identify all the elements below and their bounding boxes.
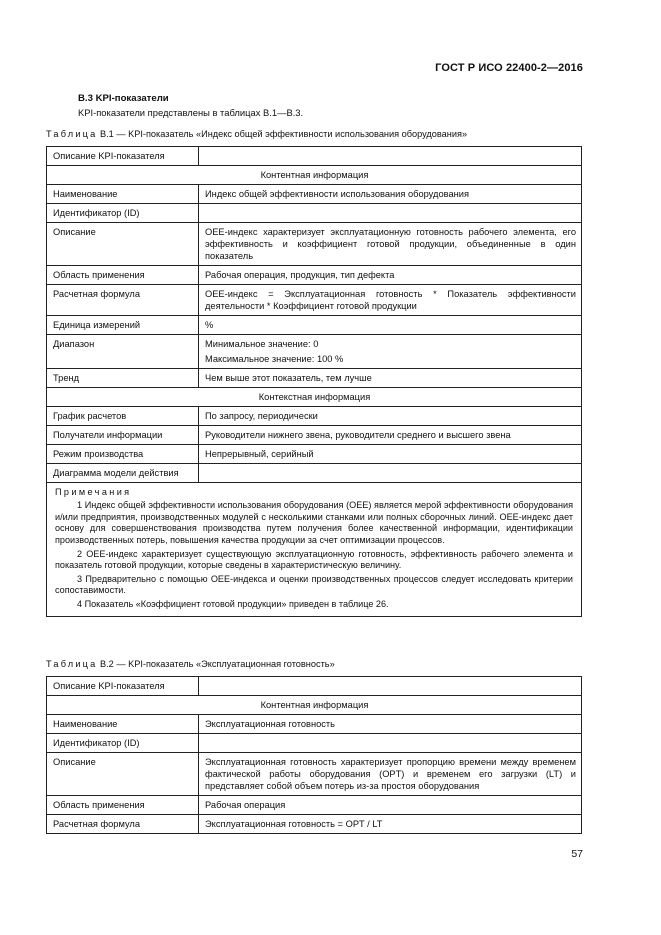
notes-title: Примечания [55,487,132,497]
row-value [199,715,582,734]
row-value [199,204,582,223]
section-row [47,696,582,715]
row-value [199,426,582,445]
table1-caption-prefix: Таблица [46,129,98,139]
section-header: Контентная информация [47,696,582,715]
row-value-text: Индекс общей эффективности использования оборудования [205,189,469,199]
note-item: 1 Индекс общей эффективности использования оборудования (OEE) является мерой эффективности оборудования и/или предприятия, производственных модулей с несколькими станками или полных сборочных линий. OEE-индекс дает основу для совершенствования производства путем получения более качественной информации, идентификации производственных потерь, повышения качества продукции за счет оптимизации процессов. [55,500,573,545]
row-label: Идентификатор (ID) [47,734,199,753]
table-row [47,677,582,696]
row-value-text [205,680,576,692]
row-value-text: OEE-индекс = Эксплуатационная готовность * Показатель эффективности деятельности * Коэффициент готовой продукции [205,289,576,311]
table-row [47,407,582,426]
row-value-text: Минимальное значение: 0 [205,339,319,349]
table-row [47,147,582,166]
row-value-text: Эксплуатационная готовность характеризует пропорцию времени между временем фактической работы оборудования (OPT) и временем его загрузки (LT) и представляет собой объем потерь из-за простоя оборудования [205,757,576,791]
row-value [199,335,582,369]
table-row [47,464,582,483]
notes-row [47,483,582,617]
section-intro: KPI-показатели представлены в таблицах В.1—В.3. [78,107,304,118]
row-label: Описание KPI-показателя [47,147,199,166]
row-value-text [205,467,576,479]
row-label: Диапазон [47,335,199,369]
kpi-table-oee [46,146,582,617]
row-value [199,369,582,388]
row-label: Наименование [47,185,199,204]
table-row [47,426,582,445]
table-row [47,316,582,335]
table-row [47,796,582,815]
note-item: 2 OEE-индекс характеризует существующую эксплуатационную готовность, эффективность рабочего элемента и показатель готовой продукции, которые сведены в характеристическую величину. [55,548,573,571]
table-row [47,204,582,223]
note-item: 3 Предварительно с помощью OEE-индекса и оценки производственных процессов следует исследовать критерии сопоставимости. [55,574,573,596]
table-row [47,335,582,369]
row-value-text: Руководители нижнего звена, руководители среднего и высшего звена [205,430,511,440]
row-label: Область применения [47,796,199,815]
table2-caption [46,659,335,669]
row-label: Режим производства [47,445,199,464]
row-value-text [205,207,576,219]
row-value-text: Рабочая операция, продукция, тип дефекта [205,270,395,280]
row-value-text: По запросу, периодически [205,411,318,421]
table-row [47,734,582,753]
row-value-text [205,150,576,162]
row-value [199,734,582,753]
row-label: Единица измерений [47,316,199,335]
row-value [199,464,582,483]
row-value-text: Непрерывный, серийный [205,449,314,459]
row-value [199,266,582,285]
row-label: Идентификатор (ID) [47,204,199,223]
note-item: 4 Показатель «Коэффициент готовой продукции» приведен в таблице 26. [77,599,389,610]
row-value [199,815,582,834]
row-value-text: Чем выше этот показатель, тем лучше [205,373,372,383]
row-value-text: Эксплуатационная готовность [205,719,336,729]
notes-cell [47,483,582,617]
table-row [47,815,582,834]
section-title: В.3 KPI-показатели [78,93,169,104]
section-row [47,166,582,185]
row-value [199,185,582,204]
row-label: Расчетная формула [47,815,199,834]
row-label: Описание KPI-показателя [47,677,199,696]
table-row [47,715,582,734]
table-row [47,753,582,796]
row-label: Диаграмма модели действия [47,464,199,483]
row-value [199,445,582,464]
row-value-text: OEE-индекс характеризует эксплуатационную готовность рабочего элемента, его эффективность и коэффициент готовой продукции, объединенные в один показатель [205,227,576,261]
table-row [47,285,582,316]
row-label: Тренд [47,369,199,388]
section-header: Контентная информация [47,166,582,185]
row-label: Расчетная формула [47,285,199,316]
table2-caption-rest: В.2 — KPI-показатель «Эксплуатационная готовность» [97,659,335,669]
row-value [199,677,582,696]
row-label: Область применения [47,266,199,285]
row-label: Описание [47,223,199,266]
table-row [47,223,582,266]
row-value [199,223,582,266]
row-value [199,147,582,166]
table1-caption [46,129,467,139]
row-value [199,285,582,316]
row-label: Наименование [47,715,199,734]
section-header: Контекстная информация [47,388,582,407]
row-label: Получатели информации [47,426,199,445]
section-row [47,388,582,407]
row-value [199,316,582,335]
row-value-text-2: Максимальное значение: 100 % [205,354,344,364]
row-value [199,796,582,815]
table-row [47,185,582,204]
document-header: ГОСТ Р ИСО 22400-2—2016 [435,62,583,74]
table2-caption-prefix: Таблица [46,659,98,669]
page-number: 57 [571,848,583,860]
row-value [199,407,582,426]
table-row [47,369,582,388]
row-value-text [205,737,576,749]
row-value-text: Эксплуатационная готовность = OPT / LT [205,819,383,829]
row-value-text: % [205,320,214,330]
row-value [199,753,582,796]
table-row [47,266,582,285]
row-value-text: Рабочая операция [205,800,286,810]
table1-caption-rest: В.1 — KPI-показатель «Индекс общей эффективности использования оборудования» [97,129,468,139]
kpi-table-availability [46,676,582,834]
row-label: График расчетов [47,407,199,426]
row-label: Описание [47,753,199,796]
table-row [47,445,582,464]
